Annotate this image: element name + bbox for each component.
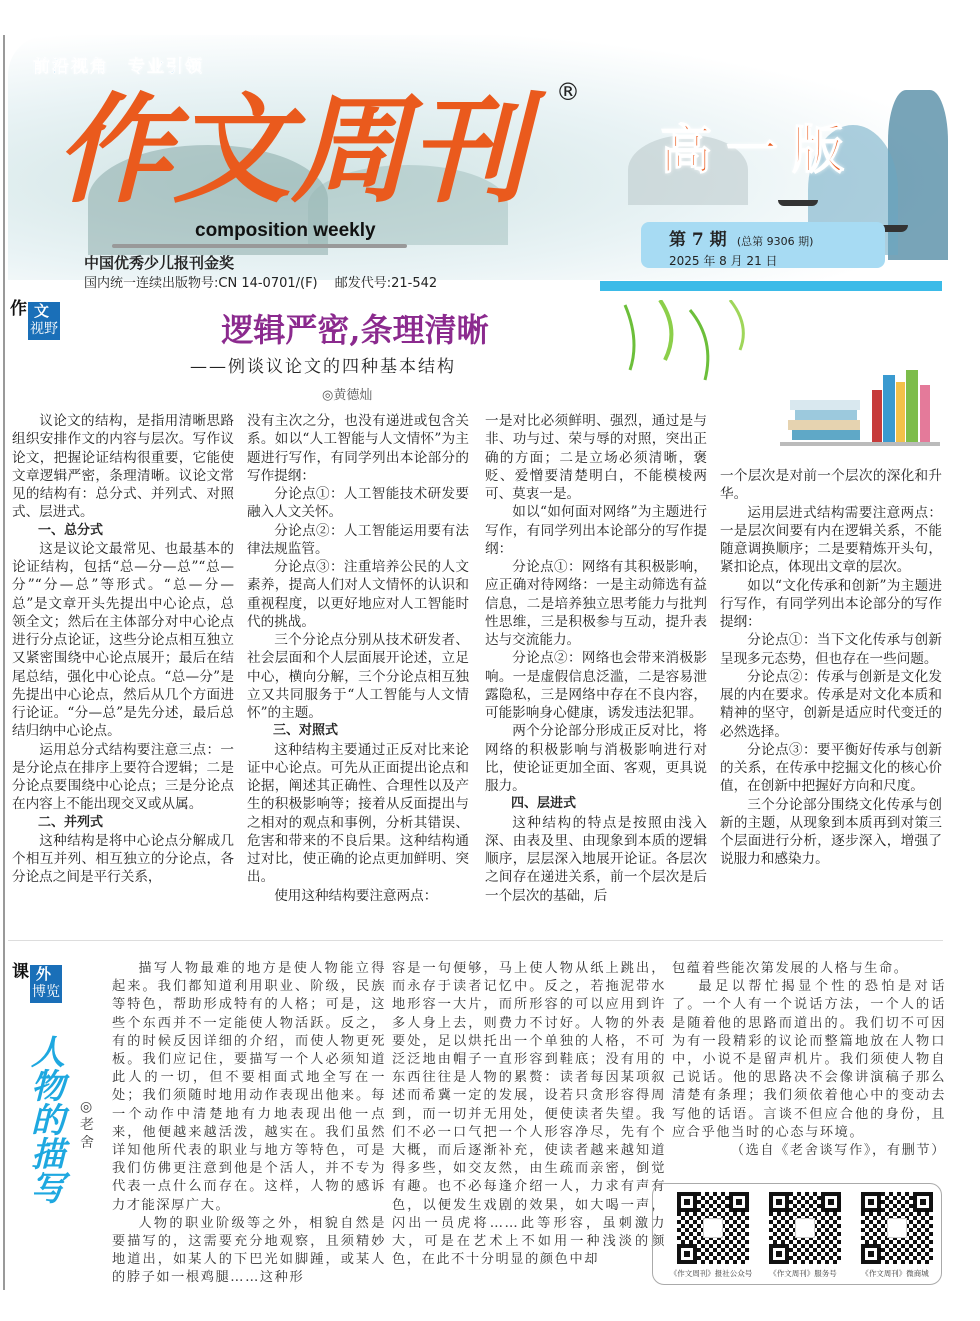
- text-column: [485, 412, 707, 905]
- paragraph: 这是议论文最常见、也最基本的论证结构，包括“总—分—总”“总—分”“分—总”等形式。“总—分—总”是文章开头先提出中心论点，总领全文；然后在主体部分对中心论点进行分点论证，这些分论点相互独立又紧密围绕中心论点展开；最后在结尾总结，强化中心论点。“总—分”是先提出中心论点，然后从几个方面进行论证。“分—总”是先分述，最后总结归纳中心论点。: [12, 540, 234, 740]
- shop-logo-icon: [887, 1218, 907, 1238]
- award-text: 中国优秀少儿报刊金奖: [84, 254, 235, 272]
- issue-number: 第 7 期: [669, 230, 727, 250]
- paragraph: 两个分论部分形成正反对比，将网络的积极影响与消极影响进行对比，使论证更加全面、客观，更具说服力。: [485, 723, 707, 794]
- paragraph: 人物的职业阶级等之外，相貌自然是要描写的，这需要充分地观察，且须精妙地道出，如某人的下巴光如脚踵，或某人的脖子如一根鸡腿……这种形: [112, 1215, 386, 1286]
- text-column: [247, 412, 469, 905]
- paragraph: 三个分论部分围绕文化传承与创新的主题，从现象到本质再到对策三个层面进行分析，逐步深入，增强了说服力和感染力。: [720, 796, 942, 868]
- paragraph: 如以“如何面对网络”为主题进行写作，有同学列出本论部分的写作提纲：: [485, 504, 707, 557]
- section-label-kewai-bolan: [12, 963, 62, 1003]
- section-label-zuowen-shiye: [10, 300, 60, 340]
- paragraph: 分论点①：人工智能技术研发要融入人文关怀。: [247, 486, 469, 521]
- slogan: 前沿视角 专业引领: [33, 57, 204, 77]
- article-title: 逻辑严密,条理清晰: [221, 311, 489, 349]
- paragraph: 这种结构主要通过正反对比来论证中心论点。可先从正面提出论点和论据，阐述其正确性、合理性以及产生的积极影响等；接着从反面提出与之相对的观点和事例，分析其错误、危害和带来的不良后果。这种结构通过对比，使正确的论点更加鲜明、突出。: [247, 741, 469, 886]
- logo-underline: [112, 244, 407, 248]
- article-title-vertical: 人物的描写: [31, 1033, 65, 1209]
- paragraph: 分论点①：当下文化传承与创新呈现多元态势，但也存在一些问题。: [720, 632, 942, 667]
- paragraph: 议论文的结构，是指用清晰思路组织安排作文的内容与层次。写作议论文，把握论证结构很重要，它能使文章逻辑严密，条理清晰。议论文常见的结构有：总分式、并列式、对照式、层进式。: [12, 413, 234, 521]
- paragraph: 分论点②：人工智能运用要有法律法规监管。: [247, 522, 469, 557]
- registered-mark: ®: [556, 78, 580, 106]
- label-char: 课: [12, 962, 29, 982]
- qr-code-label: 《作文周刊》微商城: [861, 1269, 929, 1278]
- section-heading: 一、总分式: [38, 522, 104, 538]
- label-char: 作: [10, 299, 27, 319]
- paragraph: 包蕴着些能次第发展的人格与生命。: [672, 961, 909, 976]
- paragraph: 容是一句便够，马上使人物从纸上跳出，而永存于读者记忆中。反之，若拖泥带水地形容一大片，而所形容的可以应用到许多人身上去，则费力不讨好。人物的外表要处，足以烘托出一个单独的人格，不可泛泛地由帽子一直形容到鞋底；没有用的东西往往是人物的累赘：读者每因某项叙述而希冀一定的发展，设若只贪形容得周到，而一切并无用处，便使读者失望。我们不必一口气把一个人形容净尽，先有个大概，而后逐渐补充，使读者越来越知道得多些，如交友然，由生疏而亲密，倒觉有趣。也不必每逢介绍一人，力求有声有色，以便发生戏剧的效果，如大喝一声，闪出一员虎将……此等形容，虽刺激力大，可是在艺术上不如用一种浅淡的颜色，在此不十分明显的颜色中却: [392, 961, 666, 1268]
- paragraph: 三个分论点分别从技术研发者、社会层面和个人层面展开论述，立足中心，横向分解，三个分论点相互独立又共同服务于“人工智能与人文情怀”的主题。: [247, 632, 469, 721]
- newspaper-logo: 作文周刊: [55, 80, 528, 219]
- label-char: 外: [36, 965, 52, 983]
- qr-code[interactable]: [677, 1192, 749, 1264]
- paragraph: 使用这种结构要注意两点：: [274, 887, 438, 904]
- issue-info-box: [641, 222, 885, 268]
- book-logo-icon: [703, 1218, 723, 1238]
- paragraph: 分论点③：要平衡好传承与创新的关系，在传承中挖掘文化的核心价值，在创新中把握好方向和尺度。: [720, 741, 942, 795]
- text-column: [112, 960, 386, 1288]
- text-column: [392, 960, 666, 1269]
- paragraph: 这种结构是将中心论点分解成几个相互并列、相互独立的分论点，各分论点之间是平行关系，: [12, 832, 234, 886]
- label-text: 视野: [30, 321, 58, 337]
- paragraph: 没有主次之分，也没有递进或包含关系。如以“人工智能与人文情怀”为主题进行写作，有同学列出本论部分的写作提纲：: [247, 413, 469, 484]
- paragraph: 如以“文化传承和创新”为主题进行写作，有同学列出本论部分的写作提纲：: [720, 577, 942, 630]
- paragraph: 一个层次是对前一个层次的深化和升华。: [720, 468, 942, 503]
- qr-code[interactable]: [769, 1192, 841, 1264]
- text-column: [672, 960, 946, 1160]
- paragraph: 分论点②：网络也会带来消极影响。一是虚假信息泛滥，二是容易泄露隐私，三是网络中存在不良内容，可能影响身心健康，诱发违法犯罪。: [485, 650, 707, 721]
- paragraph: 描写人物最难的地方是使人物能立得起来。我们都知道利用职业、阶级，民族等特色，帮助形成特有的人格；可是，这些个东西并不一定能使人物活跃。反之，有的时候反因详细的介绍，而使人物更死板。我们应记住，要描写一个人必须知道此人的一切，但不要相面式地全写在一处；我们须随时地用动作表现出他来。每一个动作中清楚地有力地表现出他一点来，他便越来越活泼，越实在。我们虽然详知他所代表的职业与地方等特色，可是我们仿佛更注意到他是个活人，并不专为代表一点什么而存在。这样，人物的感诉力才能深厚广大。: [112, 961, 386, 1213]
- qr-code-panel: [652, 1183, 942, 1285]
- paragraph: 这种结构的特点是按照由浅入深、由表及里、由现象到本质的逻辑顺序，层层深入地展开论证。各层次之间存在递进关系，前一个层次是后一个层次的基础，后: [485, 814, 707, 904]
- qr-code-label: 《作文周刊》报社公众号: [669, 1269, 753, 1278]
- paragraph: 一是对比必须鲜明、强烈，通过是与非、功与过、荣与辱的对照，突出正确的方面；二是立场必须清晰，褒贬、爱憎要清楚明白，不能模棱两可、莫衷一是。: [485, 413, 707, 502]
- article-author: ◎黄德灿: [322, 388, 373, 403]
- page-left-rule: [3, 35, 5, 1290]
- paragraph: 运用层进式结构需要注意两点：一是层次间要有内在逻辑关系，不能随意调换顺序；二是要精炼开头句，紧扣论点，体现出文章的层次。: [720, 504, 942, 576]
- paragraph: 分论点③：注重培养公民的人文素养，提高人们对人文情怀的认识和重视程度，以更好地应对人工智能时代的挑战。: [247, 559, 469, 630]
- paragraph: 分论点②：传承与创新是文化发展的内在要求。传承是对文化本质和精神的坚守，创新是适应时代变迁的必然选择。: [720, 668, 942, 740]
- paragraph: 运用总分式结构要注意三点：一是分论点在排序上要符合逻辑；二是分论点要围绕中心论点；三是分论点在内容上不能出现交叉或从属。: [12, 741, 234, 813]
- qr-code-label: 《作文周刊》服务号: [769, 1269, 837, 1278]
- label-char: 文: [34, 302, 50, 320]
- section-heading: 二、并列式: [38, 814, 104, 830]
- paragraph: 分论点①：网络有其积极影响，应正确对待网络：一是主动筛选有益信息，二是培养独立思考能力与批判性思维，三是积极参与互动，提升表达与交流能力。: [485, 559, 707, 648]
- section-divider: [8, 940, 943, 941]
- article-author: ◎老 舍: [80, 1099, 94, 1151]
- section-heading: 四、层进式: [511, 796, 577, 812]
- text-column: [12, 412, 234, 887]
- boat-illustration: [778, 200, 818, 206]
- article-subtitle: ——例谈议论文的四种基本结构: [190, 357, 456, 377]
- zuowen-logo-icon: [795, 1218, 815, 1238]
- paragraph: 最足以帮忙揭显个性的恐怕是对话了。一个人有一个说话方法，一个人的话是随着他的思路而道出的。我们切不可因为有一段精彩的议论而整篇地放在人物口中，小说不是留声机片。我们须使人物自己说话。他的思路决不会像讲演稿子那么清楚有条理；我们须依着他心中的变动去写他的话语。言谈不但应合他的身份，且应合乎他当时的心态与环境。: [672, 979, 946, 1140]
- source-note: （选自《老舍谈写作》，有删节）: [730, 1143, 946, 1159]
- text-column: [720, 467, 942, 869]
- issue-date: 2025 年 8 月 21 日: [669, 254, 778, 268]
- english-name: composition weekly: [195, 220, 376, 241]
- publication-number: 国内统一连续出版物号:CN 14-0701/(F) 邮发代号:21-542: [84, 276, 438, 291]
- total-issue: (总第 9306 期): [736, 235, 814, 248]
- section-heading: 三、对照式: [273, 723, 339, 739]
- qr-code[interactable]: [861, 1192, 933, 1264]
- edition-title: 高一版: [660, 121, 859, 181]
- header-divider-bar: [600, 281, 942, 291]
- label-text: 博览: [32, 984, 60, 1000]
